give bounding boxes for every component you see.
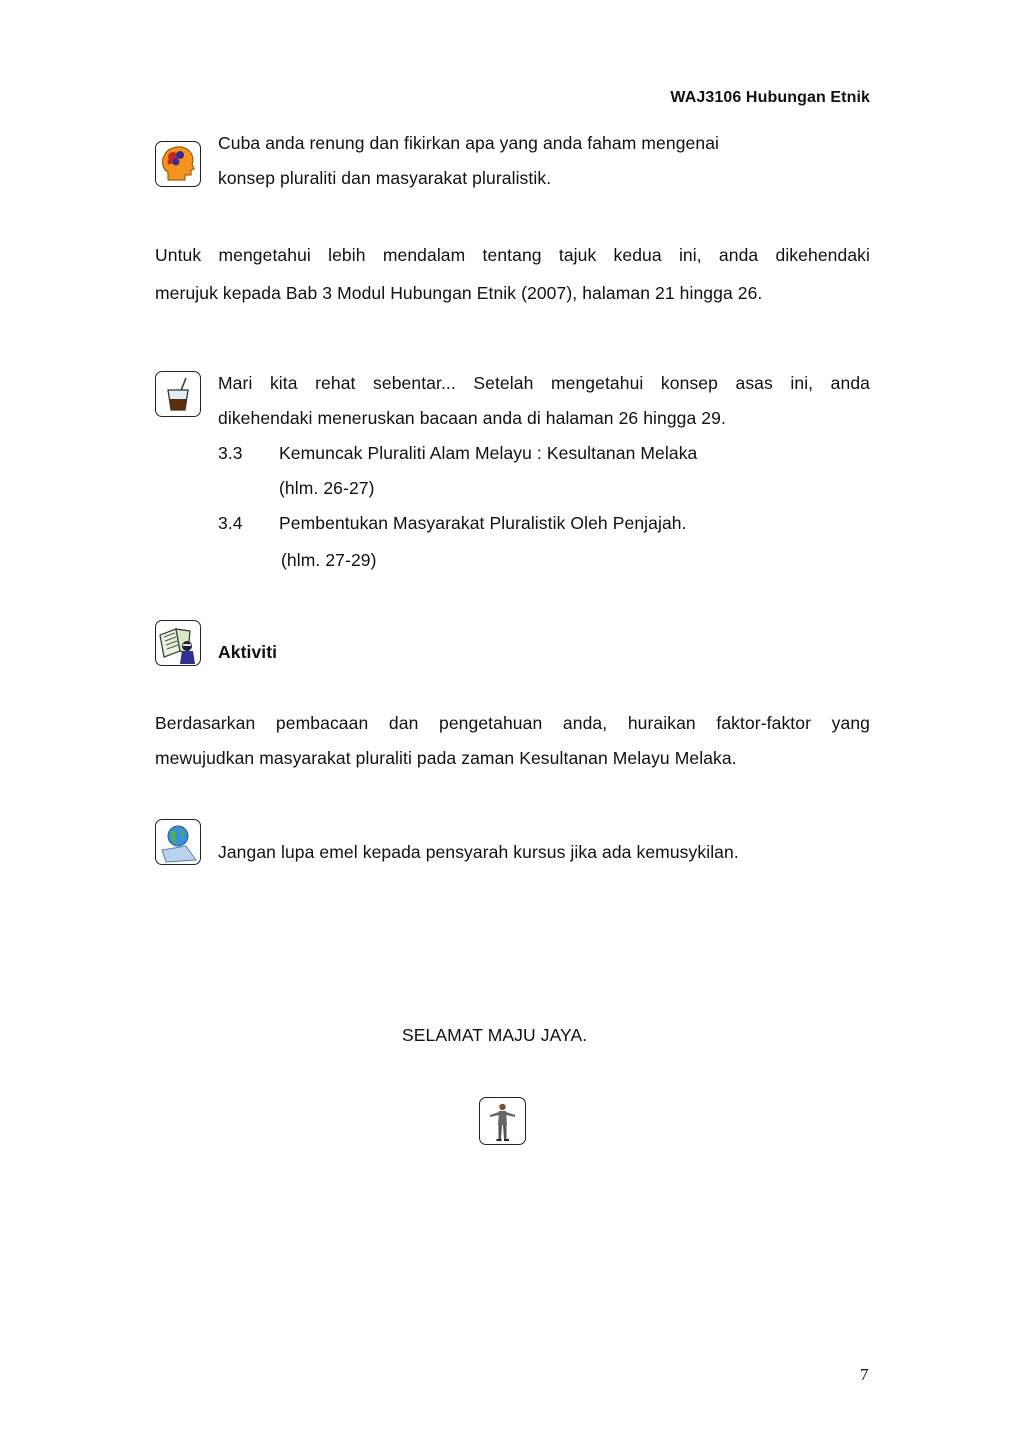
section-pages: (hlm. 26-27) <box>279 478 375 498</box>
activity-line-2: mewujudkan masyarakat pluraliti pada zaman Kesultanan Melayu Melaka. <box>155 748 737 768</box>
standing-man-icon <box>479 1097 526 1145</box>
email-reminder: Jangan lupa emel kepada pensyarah kursus jika ada kemusykilan. <box>218 842 739 862</box>
activity-line-1: Berdasarkan pembacaan dan pengetahuan anda, huraikan faktor-faktor yang <box>155 713 870 733</box>
head-thinking-icon <box>155 141 201 187</box>
reading-person-icon <box>155 620 201 666</box>
coffee-cup-icon <box>155 371 201 417</box>
page-number: 7 <box>860 1365 869 1384</box>
rest-line-2: dikehendaki meneruskan bacaan anda di halaman 26 hingga 29. <box>218 408 726 428</box>
section-title: Pembentukan Masyarakat Pluralistik Oleh Penjajah. <box>279 513 687 533</box>
intro-line-2: merujuk kepada Bab 3 Modul Hubungan Etnik (2007), halaman 21 hingga 26. <box>155 283 763 303</box>
rest-line-1: Mari kita rehat sebentar... Setelah mengetahui konsep asas ini, anda <box>218 373 870 393</box>
reflection-line-1: Cuba anda renung dan fikirkan apa yang anda faham mengenai <box>218 133 720 153</box>
intro-line-1: Untuk mengetahui lebih mendalam tentang tajuk kedua ini, anda dikehendaki <box>155 245 870 265</box>
activity-heading: Aktiviti <box>218 642 278 662</box>
section-title: Kemuncak Pluraliti Alam Melayu : Kesultanan Melaka <box>279 443 698 463</box>
page-header-title: WAJ3106 Hubungan Etnik <box>670 89 870 106</box>
section-number: 3.4 <box>218 513 243 533</box>
email-globe-icon <box>155 819 201 865</box>
closing-message: SELAMAT MAJU JAYA. <box>402 1025 588 1045</box>
reflection-line-2: konsep pluraliti dan masyarakat pluralistik. <box>218 168 552 188</box>
section-number: 3.3 <box>218 443 243 463</box>
section-pages: (hlm. 27-29) <box>281 550 377 570</box>
